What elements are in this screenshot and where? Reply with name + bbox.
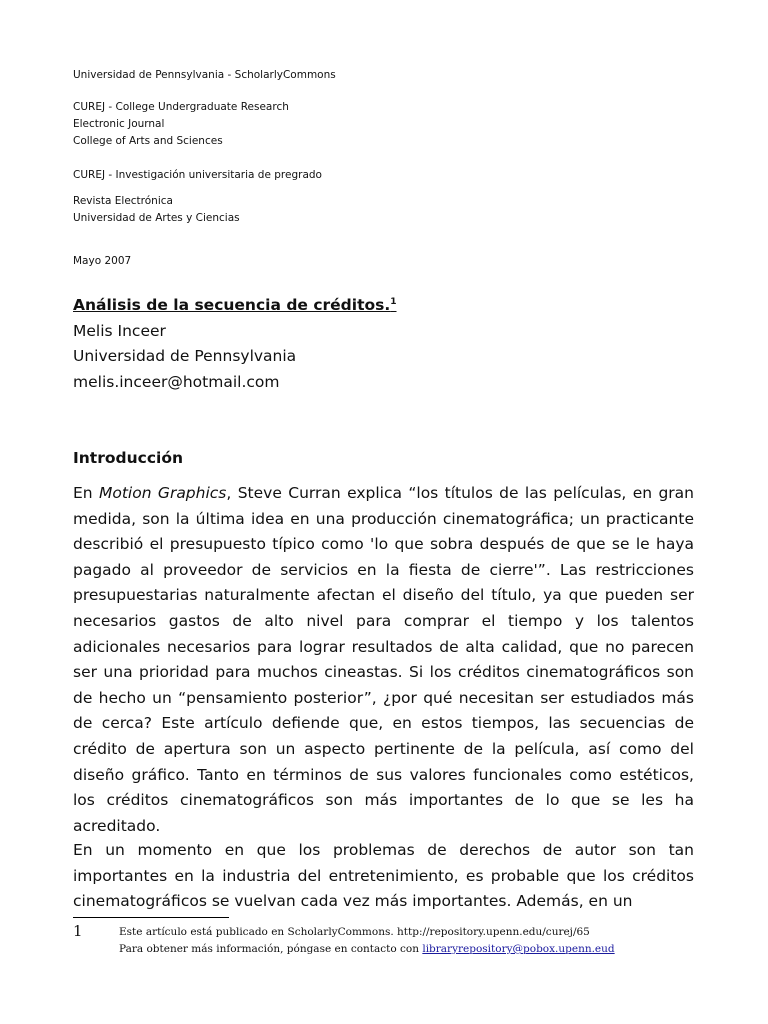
author-institution: Universidad de Pennsylvania (73, 347, 297, 365)
paragraph-lead: En (73, 484, 99, 502)
journal-line-spanish: CUREJ - Investigación universitaria de pregrado (73, 169, 322, 181)
footnote-email-link[interactable]: libraryrepository@pobox.upenn.eud (422, 943, 615, 955)
journal-line: CUREJ - College Undergraduate Research (73, 101, 289, 113)
publication-date: Mayo 2007 (73, 255, 132, 267)
journal-line: Electronic Journal (73, 118, 165, 130)
article-title-line (73, 293, 397, 319)
book-title: Motion Graphics (99, 484, 227, 502)
footnote-divider (73, 917, 229, 918)
author-name: Melis Inceer (73, 321, 166, 340)
article-title (73, 296, 397, 314)
article-title-text: Análisis de la secuencia de créditos. (73, 296, 391, 314)
body-paragraph-2: En un momento en que los problemas de derechos de autor son tan importantes en la industria del entretenimiento, es probable que los créditos cinematográficos se vuelvan cada vez más importantes. Además, en un (73, 841, 694, 911)
author-email[interactable]: melis.inceer@hotmail.com (73, 372, 280, 391)
footnote-contact (119, 943, 615, 955)
footnote-marker: 1 (73, 922, 83, 940)
footnote-ref[interactable]: 1 (390, 296, 397, 307)
journal-line: Universidad de Artes y Ciencias (73, 212, 240, 224)
journal-line: College of Arts and Sciences (73, 135, 223, 147)
journal-block-spanish (73, 193, 240, 227)
paragraph-text: , Steve Curran explica “los títulos de las películas, en gran medida, son la última idea en una producción cinematográfica; un practicante describió el presupuesto típico como 'lo que sobra después de que se le haya pagado al proveedor de servicios en la fiesta de cierre'”. Las restricciones presupuestarias naturalmente afectan el diseño del título, ya que pueden ser necesarios gastos de alto nivel para comprar el tiempo y los talentos adicionales necesarios para lograr resultados de alta calidad, que no parecen ser una prioridad para muchos cineastas. Si los créditos cinematográficos son de hecho un “pensamiento posterior”, ¿por qué necesitan ser estudiados más de cerca? Este artículo defiende que, en estos tiempos, las secuencias de crédito de apertura son un aspecto pertinente de la película, así como del diseño gráfico. Tanto en términos de sus valores funcionales como estéticos, los créditos cinematográficos son más importantes de lo que se les ha acreditado. (73, 484, 694, 835)
publisher-line: Universidad de Pennsylvania - ScholarlyCommons (73, 69, 336, 81)
article-meta (73, 293, 397, 395)
journal-block-english (73, 99, 289, 150)
footnote-text: Este artículo está publicado en ScholarlyCommons. http://repository.upenn.edu/curej/65 (119, 926, 590, 938)
body-paragraph-1 (73, 481, 694, 839)
section-heading: Introducción (73, 449, 184, 467)
journal-line: Revista Electrónica (73, 195, 173, 207)
footnote-contact-text: Para obtener más información, póngase en contacto con (119, 943, 423, 955)
